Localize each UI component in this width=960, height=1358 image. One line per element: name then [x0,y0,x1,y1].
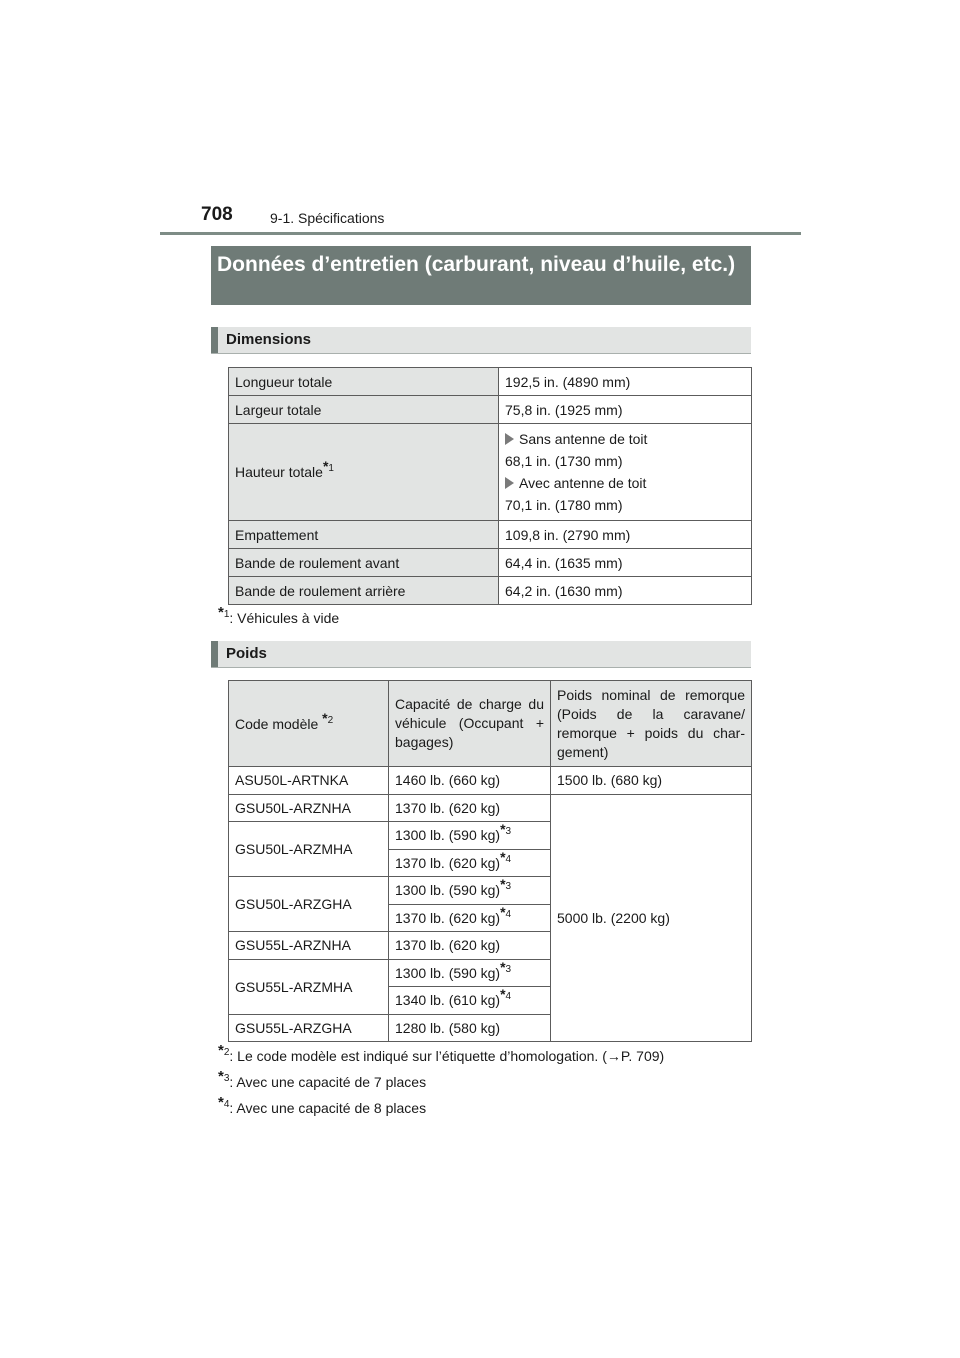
footnote-ref: 1 [328,463,334,474]
dimension-label: Largeur totale [229,396,499,424]
capacity-value: 1300 lb. (590 kg)$^{*3}$ [389,877,551,905]
heading-accent-bar [211,641,218,667]
page-header [160,204,800,234]
footnote-ref: 3 [505,826,512,838]
dimension-value: 64,4 in. (1635 mm) [499,549,752,577]
dimension-label: Bande de roulement avant [229,549,499,577]
capacity-value: 1370 lb. (620 kg) [389,794,551,822]
footnote [218,1042,665,1064]
dimension-value [499,424,752,521]
footnote-asterisk: * [322,458,329,474]
chapter-title: 9-1. Spécifications [270,210,385,226]
capacity-value: 1370 lb. (620 kg)$^{*4}$ [389,904,551,932]
dimension-label: Empattement [229,521,499,549]
model-code: GSU50L-ARZNHA [229,794,389,822]
footnote-asterisk: * [500,876,506,893]
dimensions-table [228,367,752,605]
section-title: Données d’entretien (carburant, niveau d’huile, etc.) [211,246,751,305]
table-row [229,521,752,549]
header-towing: Poids nominal de remorque (Poids de la caravane/ remorque + poids du char-gement) [551,681,752,767]
dimension-value: 192,5 in. (4890 mm) [499,368,752,396]
capacity-value: 1340 lb. (610 kg)$^{*4}$ [389,987,551,1015]
height-value: 70,1 in. (1780 mm) [505,497,623,513]
footnote-ref: 3 [223,1073,230,1084]
heading-accent-bar [211,327,218,353]
header-capacity: Capacité de charge du véhicule (Occupant + bagages) [389,681,551,767]
triangle-bullet-icon [505,433,514,445]
triangle-bullet-icon [505,477,514,489]
footnote-ref: 4 [505,908,512,920]
footnote-asterisk: * [218,1094,224,1111]
height-label: Hauteur totale [235,464,323,480]
table-row [229,368,752,396]
footnote-ref: 3 [505,881,512,893]
model-code: GSU50L-ARZMHA [229,822,389,877]
table-row [229,396,752,424]
height-option: Avec antenne de toit [505,472,745,494]
footnote-text: : Le code modèle est indiqué sur l’étiquette d’homologation. (→P. 709) [229,1048,665,1064]
capacity-value: 1460 lb. (660 kg) [389,767,551,795]
footnote-asterisk: * [500,986,506,1003]
towing-value: 1500 lb. (680 kg) [551,767,752,795]
height-option: Sans antenne de toit [505,428,745,450]
model-code: ASU50L-ARTNKA [229,767,389,795]
capacity-value: 1300 lb. (590 kg)$^{*3}$ [389,959,551,987]
footnote-asterisk: * [322,709,328,726]
footnote-text: : Avec une capacité de 8 places [229,1100,427,1116]
dimension-label: Longueur totale [229,368,499,396]
page-number: 708 [201,204,233,225]
weight-heading-label: Poids [226,645,267,662]
weight-table [228,680,752,1042]
table-row [229,767,752,795]
dimension-label [229,424,499,521]
capacity-value: 1280 lb. (580 kg) [389,1014,551,1042]
footnote-ref: 4 [223,1099,230,1110]
footnote-text: : Avec une capacité de 7 places [229,1074,427,1090]
footnote-asterisk: * [218,1068,224,1085]
dimension-value: 75,8 in. (1925 mm) [499,396,752,424]
footnote-ref: 2 [327,714,334,726]
table-row [229,577,752,605]
footnote-asterisk: * [500,821,506,838]
capacity-value: 1370 lb. (620 kg)$^{*4}$ [389,849,551,877]
table-header-row [229,681,752,767]
table-row [229,794,752,822]
footnote-asterisk: * [218,604,224,621]
footnote-ref: 4 [505,991,512,1003]
height-value: 68,1 in. (1730 mm) [505,453,623,469]
dimension-value: 64,2 in. (1630 mm) [499,577,752,605]
model-code: GSU55L-ARZGHA [229,1014,389,1042]
table-row [229,424,752,521]
model-code: GSU55L-ARZMHA [229,959,389,1014]
footnote-text: : Véhicules à vide [229,610,340,626]
towing-value-shared: 5000 lb. (2200 kg) [551,794,752,1042]
footnote-asterisk: * [500,903,506,920]
footnote-ref: 1 [223,609,230,620]
footnote [218,1068,427,1090]
dimension-value: 109,8 in. (2790 mm) [499,521,752,549]
footnote [218,604,340,626]
model-code: GSU55L-ARZNHA [229,932,389,960]
table-row [229,549,752,577]
footnote-asterisk: * [218,1042,224,1059]
model-code: GSU50L-ARZGHA [229,877,389,932]
dimensions-heading [211,327,751,354]
weight-heading [211,641,751,668]
footnote [218,1094,427,1116]
capacity-value: 1370 lb. (620 kg) [389,932,551,960]
footnote-asterisk: * [500,958,506,975]
footnote-asterisk: * [500,848,506,865]
dimension-label: Bande de roulement arrière [229,577,499,605]
dimensions-heading-label: Dimensions [226,331,312,348]
capacity-value: 1300 lb. (590 kg)$^{*3}$ [389,822,551,850]
footnote-ref: 4 [505,853,512,865]
footnote-ref: 2 [223,1047,230,1058]
footnote-ref: 3 [505,963,512,975]
header-model: Code modèle $^{*2}$ [229,681,389,767]
header-rule [160,232,801,235]
